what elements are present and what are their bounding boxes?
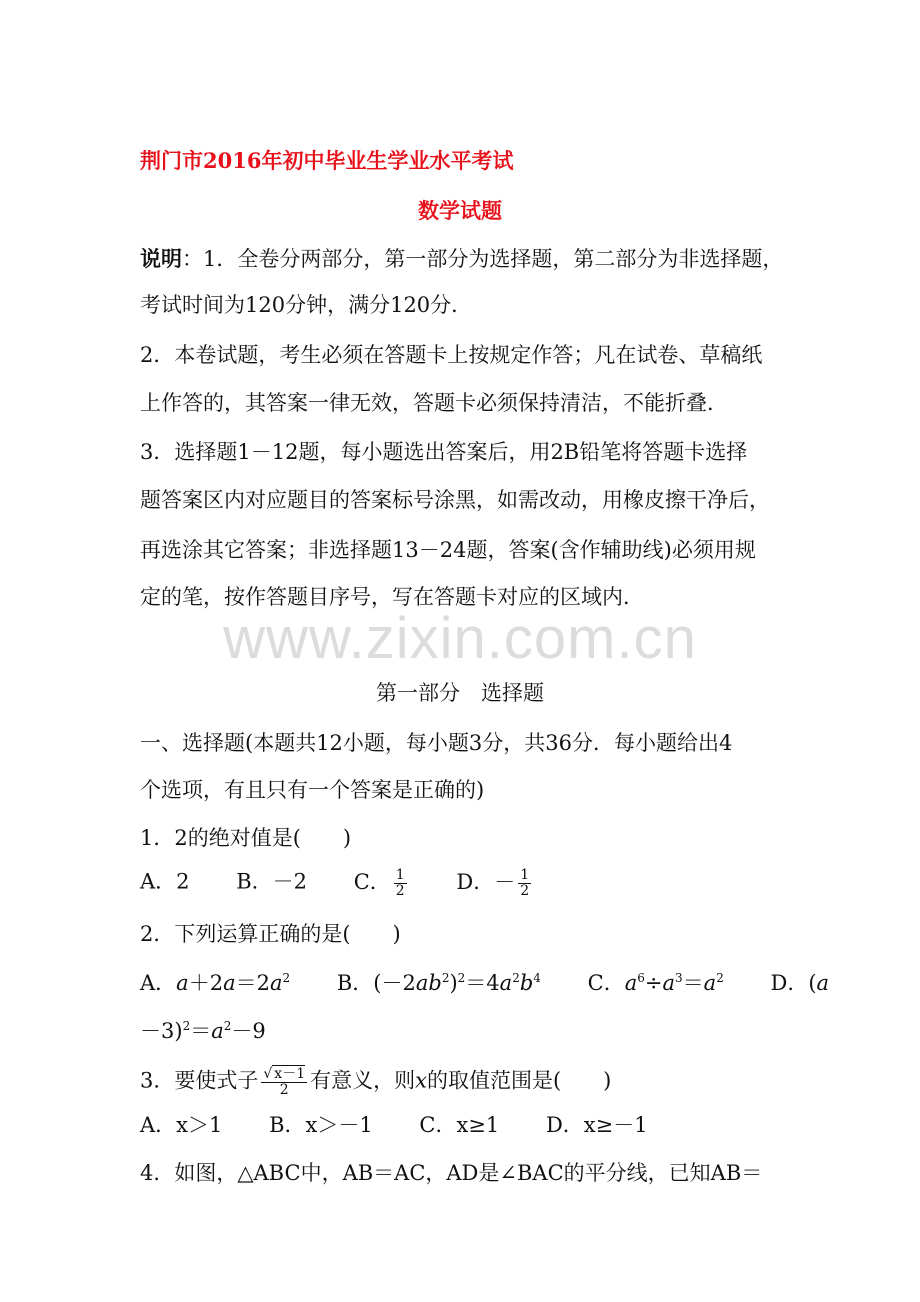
- question-1-options: [140, 868, 534, 898]
- instruction-line-6: 题答案区内对应题目的答案标号涂黑，如需改动，用橡皮擦干净后，: [140, 488, 770, 512]
- option-d: D．(a: [770, 971, 830, 995]
- section-intro-2: 个选项，有且只有一个答案是正确的): [140, 778, 485, 802]
- instruction-label: 说明: [140, 246, 182, 271]
- question-2-stem: 2．下列运算正确的是( ): [140, 922, 401, 946]
- option-b: B．x＞－1: [269, 1113, 373, 1137]
- option-c: C．x≥1: [419, 1113, 500, 1137]
- question-4-stem: 4．如图，△ABC中，AB＝AC，AD是∠BAC的平分线，已知AB＝: [140, 1161, 763, 1185]
- option-a: A．x＞1: [140, 1113, 223, 1137]
- question-1-stem: 1．2的绝对值是( ): [140, 826, 352, 850]
- question-3-stem: 3．要使式子 $\frac{√ x-1}{2}$ 有意义，则x的取值范围是( ): [140, 1066, 612, 1098]
- instruction-line-4: 上作答的，其答案一律无效，答题卡必须保持清洁，不能折叠．: [140, 391, 728, 415]
- option-b: B．$(-2ab^2)^2=4a^2b^4$: [336, 971, 541, 995]
- option-a: A．$a+2a=2a^2$: [140, 971, 291, 995]
- option-c: C． $\frac{1}{2}$: [353, 867, 405, 899]
- section-intro-1: 一、选择题(本题共12小题，每小题3分，共36分．每小题给出4: [140, 731, 733, 755]
- question-2-options-line-1: [140, 972, 829, 994]
- watermark: www.zixin.com.cn: [223, 606, 697, 671]
- option-a: A．2: [140, 869, 190, 894]
- option-d: D．－ $\frac{1}{2}$: [456, 867, 530, 899]
- option-c: C．$a^6\div a^3=a^2$: [587, 971, 724, 995]
- instruction-line-3: 2．本卷试题，考生必须在答题卡上按规定作答；凡在试卷、草稿纸: [140, 343, 763, 367]
- option-d: D．x≥－1: [545, 1113, 648, 1137]
- exam-title: 荆门市2016年初中毕业生学业水平考试: [140, 148, 514, 173]
- instruction-line-5: 3．选择题1－12题，每小题选出答案后，用2B铅笔将答题卡选择: [140, 440, 748, 464]
- instruction-line-1: 说明：1．全卷分两部分，第一部分为选择题，第二部分为非选择题，: [140, 246, 784, 271]
- option-b: B．－2: [236, 869, 308, 894]
- instruction-line-7: 再选涂其它答案；非选择题13－24题，答案(含作辅助线)必须用规: [140, 538, 756, 562]
- question-2-options-line-2: $-3)^2=a^2-9$: [140, 1019, 266, 1043]
- instruction-line-2: 考试时间为120分钟，满分120分．: [140, 293, 473, 317]
- question-3-options: [140, 1115, 648, 1136]
- instruction-line-8: 定的笔，按作答题目序号，写在答题卡对应的区域内．: [140, 585, 644, 609]
- subject-title: 数学试题: [418, 198, 502, 223]
- section-title: 第一部分 选择题: [376, 681, 544, 705]
